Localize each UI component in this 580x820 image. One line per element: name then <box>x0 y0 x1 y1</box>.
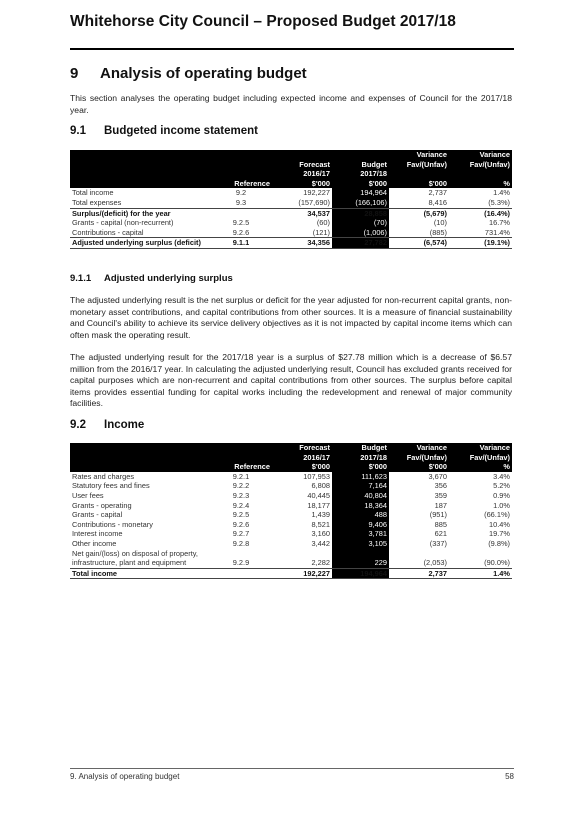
document-title: Whitehorse City Council – Proposed Budget 2017/18 <box>70 13 456 30</box>
table-cell: 9.2.5 <box>232 218 250 228</box>
header-row <box>70 150 512 160</box>
row-label: Total expenses <box>72 197 122 207</box>
table-cell: 9.2.3 <box>232 490 250 500</box>
header-cell: Fav/(Unfav) <box>449 453 512 463</box>
table-cell: 9.2.8 <box>232 538 250 548</box>
table-cell <box>210 208 272 218</box>
table-cell: 187 <box>434 500 447 510</box>
row-label: Interest income <box>72 529 123 539</box>
header-cell: 2017/18 <box>332 169 389 179</box>
row-label: Grants - capital <box>72 510 123 520</box>
table-cell: 3,670 <box>428 471 447 481</box>
table-cell: 621 <box>434 529 447 539</box>
table-cell: 8,521 <box>311 519 330 529</box>
table-cell: 3,160 <box>311 529 330 539</box>
table-row <box>70 539 512 549</box>
table-cell <box>449 549 512 559</box>
table-row <box>70 198 512 208</box>
table-cell: (5.3%) <box>488 197 510 207</box>
header-cell: Budget <box>332 443 389 453</box>
table-row <box>70 549 512 559</box>
header-cell <box>70 160 210 170</box>
header-cell: Variance <box>389 443 449 453</box>
page-number: 58 <box>505 772 514 781</box>
subsubsection-number: 9.1.1 <box>70 273 92 284</box>
table-cell: 359 <box>434 490 447 500</box>
header-cell: % <box>449 462 512 472</box>
header-cell: $'000 <box>272 179 332 189</box>
table-cell: 6,808 <box>311 481 330 491</box>
table-row <box>70 501 512 511</box>
table-cell: 27,782 <box>332 238 389 249</box>
header-cell: $'000 <box>332 179 389 189</box>
header-cell: Variance <box>449 150 512 160</box>
table-cell: 40,804 <box>332 491 389 501</box>
header-cell <box>70 462 210 472</box>
header-cell: $'000 <box>272 462 332 472</box>
header-cell: 2017/18 <box>332 453 389 463</box>
table-cell: 194,964 <box>332 188 389 198</box>
row-label: Grants - capital (non-recurrent) <box>72 218 174 228</box>
table-cell: 9.2.2 <box>232 481 250 491</box>
table-cell: 9.3 <box>235 197 247 207</box>
table-cell: 1,439 <box>311 510 330 520</box>
header-row <box>70 462 512 472</box>
table-cell: 18,177 <box>307 500 330 510</box>
header-row <box>70 443 512 453</box>
section-intro: This section analyses the operating budget including expected income and expenses of Council for the 2017/18 year. <box>70 93 512 115</box>
header-cell <box>210 443 272 453</box>
table-cell <box>272 549 332 559</box>
header-cell: Budget <box>332 160 389 170</box>
header-cell: Forecast <box>272 160 332 170</box>
table-cell: 731.4% <box>484 227 510 237</box>
table-cell: 19.7% <box>489 529 510 539</box>
header-row <box>70 179 512 189</box>
table-cell: 3,442 <box>311 538 330 548</box>
table-cell: 3.4% <box>493 471 510 481</box>
table-cell <box>332 549 389 559</box>
row-label: Total income <box>70 568 210 579</box>
header-cell <box>70 453 210 463</box>
subsubsection-title: Adjusted underlying surplus <box>104 273 233 284</box>
table-cell <box>210 549 272 559</box>
table-cell: 2,282 <box>311 558 330 568</box>
header-cell: 2016/17 <box>272 169 332 179</box>
table-cell: 9,406 <box>332 520 389 530</box>
table-cell: (70) <box>332 218 389 228</box>
header-cell <box>210 453 272 463</box>
header-cell: Reference <box>210 179 272 189</box>
section-title: Analysis of operating budget <box>100 65 307 82</box>
table-row <box>70 520 512 530</box>
table-row <box>70 208 512 218</box>
header-cell: $'000 <box>332 462 389 472</box>
header-row <box>70 453 512 463</box>
table-cell: 2,737 <box>389 568 449 579</box>
table-cell: (10) <box>433 218 447 228</box>
header-cell <box>389 169 449 179</box>
header-cell: % <box>449 179 512 189</box>
table-cell: (5,679) <box>389 208 449 218</box>
header-row <box>70 160 512 170</box>
header-cell: 2016/17 <box>272 453 332 463</box>
row-label: infrastructure, plant and equipment <box>72 558 187 568</box>
header-cell: $'000 <box>389 179 449 189</box>
header-cell <box>210 160 272 170</box>
header-cell: $'000 <box>389 462 449 472</box>
table-cell: 34,356 <box>272 238 332 249</box>
table-cell: 9.2.7 <box>232 529 250 539</box>
table-cell: 192,227 <box>303 188 330 198</box>
table-cell: (1,006) <box>332 228 389 238</box>
header-cell <box>210 150 272 160</box>
table-cell: 9.2.1 <box>232 471 250 481</box>
section-number: 9 <box>70 65 79 82</box>
row-label: Contributions - capital <box>72 227 144 237</box>
subsection-title: Budgeted income statement <box>104 125 258 137</box>
row-label: Grants - operating <box>72 500 132 510</box>
table-cell: 9.2 <box>235 188 247 198</box>
budgeted-income-statement-table <box>70 150 512 249</box>
table-cell: 1.4% <box>493 188 510 198</box>
income-table <box>70 443 512 579</box>
table-cell: 9.2.6 <box>232 227 250 237</box>
table-cell: 9.2.9 <box>232 558 250 568</box>
table-row <box>70 238 512 249</box>
table-cell: (121) <box>312 227 330 237</box>
table-cell: (6,574) <box>389 238 449 249</box>
row-label: Net gain/(loss) on disposal of property, <box>72 548 198 558</box>
table-row <box>70 568 512 579</box>
table-cell: (885) <box>429 227 447 237</box>
table-cell: (16.4%) <box>449 208 512 218</box>
table-cell: 885 <box>434 519 447 529</box>
table-cell: (90.0%) <box>484 558 510 568</box>
header-cell: Variance <box>449 443 512 453</box>
table-cell: 0.9% <box>493 490 510 500</box>
header-cell: Forecast <box>272 443 332 453</box>
table-cell: 9.2.6 <box>232 519 250 529</box>
table-cell: 28,858 <box>332 208 389 218</box>
table-cell: (66.1%) <box>484 510 510 520</box>
header-cell <box>70 150 210 160</box>
table-cell: 356 <box>434 481 447 491</box>
table-cell: 10.4% <box>489 519 510 529</box>
subsection-title: Income <box>104 419 145 431</box>
subsection-number: 9.1 <box>70 125 86 137</box>
table-cell: (2,053) <box>423 558 447 568</box>
table-cell: 3,781 <box>332 529 389 539</box>
table-cell: 34,537 <box>272 208 332 218</box>
header-row <box>70 169 512 179</box>
table-cell <box>210 568 272 579</box>
table-cell: 7,164 <box>332 481 389 491</box>
header-cell: Fav/(Unfav) <box>389 453 449 463</box>
table-cell: 40,445 <box>307 490 330 500</box>
row-label: Total income <box>72 188 114 198</box>
table-cell: 1.0% <box>493 500 510 510</box>
header-cell <box>70 443 210 453</box>
paragraph-adjusted-underlying-2: The adjusted underlying result for the 2017/18 year is a surplus of $27.78 million which is a decrease of $6.57 million from the 2016/17 year. In calculating the adjusted underlying result, Council has excluded grants received for capital purposes which are non-recurrent and capital contributions from other sources. The surplus before capital items provides essential funding for capital works including the redevelopment and renewal of major community facilities. <box>70 352 512 409</box>
row-label: Statutory fees and fines <box>72 481 150 491</box>
table-cell: 5.2% <box>493 481 510 491</box>
table-row <box>70 188 512 198</box>
subsection-number: 9.2 <box>70 419 86 431</box>
header-cell: Fav/(Unfav) <box>389 160 449 170</box>
header-cell <box>210 169 272 179</box>
header-cell: Reference <box>210 462 272 472</box>
subsection-heading-9-2 <box>70 419 144 431</box>
table-cell: 3,105 <box>332 539 389 549</box>
footer-rule <box>70 768 514 769</box>
paragraph-adjusted-underlying-1: The adjusted underlying result is the net surplus or deficit for the year adjusted for non-recurrent capital grants, non-monetary asset contributions, and capital contributions from other sources. It is a measure of financial sustainability and Council's ability to achieve its service delivery objectives as it is not impacted by capital income items which can often mask the operating result. <box>70 295 512 340</box>
table-row <box>70 228 512 238</box>
table-cell: 16.7% <box>489 218 510 228</box>
table-cell: (60) <box>316 218 330 228</box>
header-cell <box>449 169 512 179</box>
table-cell: 8,416 <box>428 197 447 207</box>
table-cell: (951) <box>429 510 447 520</box>
row-label: User fees <box>72 490 104 500</box>
header-cell <box>70 169 210 179</box>
table-cell: (337) <box>429 538 447 548</box>
table-row <box>70 481 512 491</box>
row-label: Contributions - monetary <box>72 519 153 529</box>
row-label: Other income <box>72 538 117 548</box>
table-cell <box>389 549 449 559</box>
title-rule <box>70 48 514 50</box>
table-cell: 9.2.4 <box>232 500 250 510</box>
table-row <box>70 510 512 520</box>
table-row <box>70 529 512 539</box>
table-cell: 1.4% <box>449 568 512 579</box>
table-cell: (19.1%) <box>449 238 512 249</box>
table-cell: 488 <box>332 510 389 520</box>
footer-section-label: 9. Analysis of operating budget <box>70 772 180 781</box>
row-label: Surplus/(deficit) for the year <box>70 208 210 218</box>
table-cell: 9.2.5 <box>232 510 250 520</box>
table-cell: 2,737 <box>428 188 447 198</box>
header-cell: Fav/(Unfav) <box>449 160 512 170</box>
table-cell: (9.8%) <box>488 538 510 548</box>
row-label: Adjusted underlying surplus (deficit) <box>70 238 210 249</box>
table-cell: (166,106) <box>332 198 389 208</box>
header-cell <box>272 150 332 160</box>
table-cell: (157,690) <box>298 197 330 207</box>
table-cell: 107,953 <box>303 471 330 481</box>
table-cell: 229 <box>332 558 389 568</box>
table-cell: 192,227 <box>272 568 332 579</box>
header-cell <box>70 179 210 189</box>
table-cell: 111,623 <box>332 472 389 482</box>
section-heading <box>70 65 307 82</box>
header-cell <box>332 150 389 160</box>
subsection-heading-9-1 <box>70 125 258 137</box>
table-cell: 9.1.1 <box>210 238 272 249</box>
subsubsection-heading-9-1-1 <box>70 273 233 284</box>
table-row <box>70 472 512 482</box>
row-label: Rates and charges <box>72 471 135 481</box>
table-cell: 194,964 <box>332 568 389 579</box>
table-cell: 18,364 <box>332 501 389 511</box>
table-row <box>70 218 512 228</box>
table-row <box>70 491 512 501</box>
header-cell: Variance <box>389 150 449 160</box>
table-row <box>70 558 512 568</box>
